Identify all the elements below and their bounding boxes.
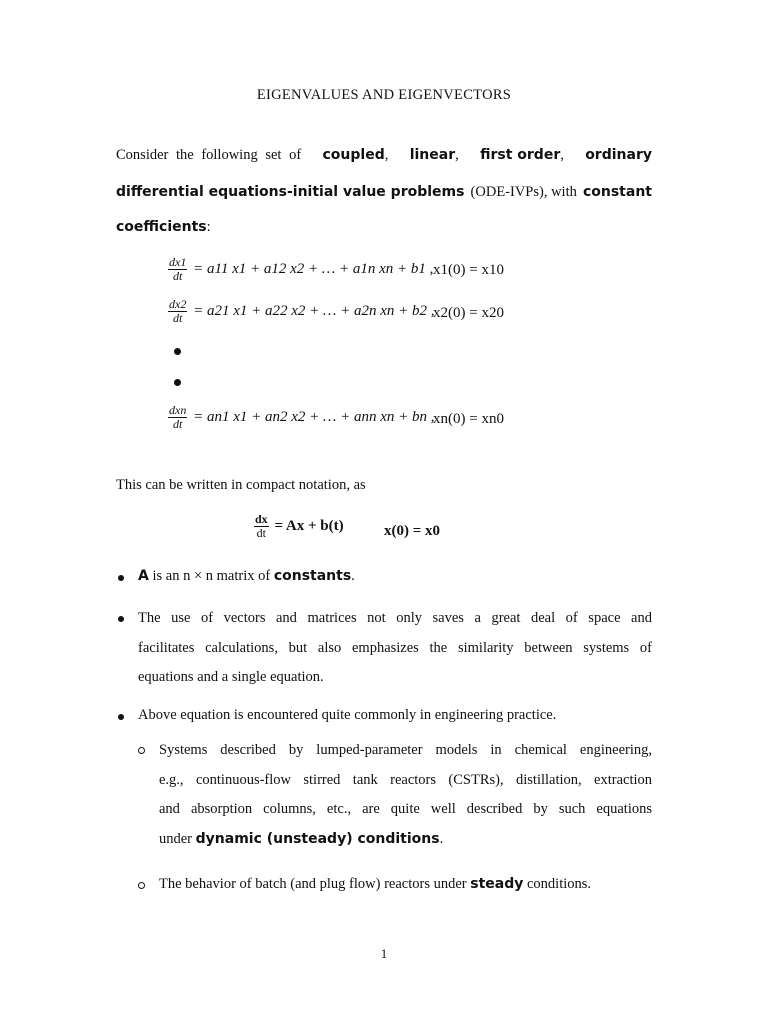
sub-bullet-1-line: e.g., continuous-flow stirred tank reactors (CSTRs), distillation, extraction — [159, 771, 652, 788]
matrix-a: A — [138, 568, 149, 584]
bullet — [118, 616, 124, 622]
sub-bullet-1-line — [159, 825, 652, 855]
term-constant: constant — [582, 184, 652, 200]
equation-n — [168, 404, 435, 431]
equation-rhs: = a21 x1 + a22 x2 + … + a2n xn + b2 , — [193, 302, 435, 319]
comma: , — [455, 147, 459, 163]
colon: : — [206, 219, 211, 235]
sub-bullet — [138, 882, 145, 889]
term-coupled: coupled — [322, 147, 385, 163]
compact-equation — [254, 513, 344, 540]
derivative-fraction: $\frac{\text{dxn}}{dt}$ — [169, 403, 187, 431]
bullet-2-line: equations and a single equation. — [138, 669, 324, 685]
sub-bullet-1-line: Systems described by lumped-parameter models in chemical engineering, — [159, 742, 652, 758]
sub-bullet — [138, 747, 145, 754]
term-constants: constants — [273, 568, 352, 584]
ellipsis-dot — [174, 379, 181, 386]
sub-bullet-1-text — [159, 736, 652, 854]
sub-bullet-2-text — [159, 876, 591, 893]
period: . — [351, 568, 355, 584]
equation-2 — [168, 298, 435, 325]
compact-intro: This can be written in compact notation, as — [116, 477, 366, 493]
text: is an n × n matrix of — [148, 568, 274, 584]
intro-line-1 — [116, 147, 652, 164]
compact-initial-condition: x(0) = x0 — [384, 523, 441, 539]
page-title: EIGENVALUES AND EIGENVECTORS — [256, 87, 512, 103]
bullet-2-line: facilitates calculations, but also emphasizes the similarity between systems of — [138, 639, 652, 656]
intro-text: Consider the following set of — [116, 147, 302, 163]
equation-1 — [168, 256, 433, 283]
initial-condition-n: xn(0) = xn0 — [433, 411, 504, 427]
initial-condition-2: x2(0) = x20 — [433, 305, 504, 321]
equation-rhs: = an1 x1 + an2 x2 + … + ann xn + bn , — [193, 408, 435, 425]
text: under — [159, 830, 196, 847]
ellipsis-dot — [174, 348, 181, 355]
compact-rhs: = Ax + b(t) — [274, 517, 344, 534]
term-dynamic-conditions: dynamic (unsteady) conditions — [195, 830, 440, 847]
text: conditions. — [523, 876, 592, 892]
term-ode-ivp: differential equations-initial value problems — [116, 184, 465, 200]
text: The behavior of batch (and plug flow) reactors under — [159, 876, 471, 892]
intro-line-3 — [116, 219, 211, 236]
comma: , — [384, 147, 389, 163]
term-ordinary: ordinary — [585, 147, 652, 163]
intro-text: (ODE-IVPs), with — [470, 184, 577, 200]
term-first-order: first order — [480, 147, 561, 163]
derivative-fraction: $\frac{dx2}{dt}$ — [169, 297, 187, 325]
initial-condition-1: x1(0) = x10 — [433, 262, 504, 278]
term-linear: linear — [409, 147, 456, 163]
bullet — [118, 714, 124, 720]
term-steady: steady — [470, 876, 524, 892]
derivative-fraction: $\frac{dx1}{dt}$ — [169, 255, 187, 283]
derivative-fraction: $\frac{dx}{dt}$ — [255, 512, 268, 540]
term-coefficients: coefficients — [116, 219, 207, 235]
bullet-2-line: The use of vectors and matrices not only saves a great deal of space and — [138, 610, 652, 626]
period: . — [439, 830, 444, 847]
intro-line-2 — [116, 184, 652, 201]
bullet — [118, 575, 124, 581]
sub-bullet-1-line: and absorption columns, etc., are quite well described by such equations — [159, 801, 652, 817]
page-number: 1 — [380, 946, 388, 961]
bullet-2-text — [138, 604, 652, 693]
comma: , — [560, 147, 564, 163]
equation-rhs: = a11 x1 + a12 x2 + … + a1n xn + b1 , — [193, 260, 434, 277]
bullet-3-text: Above equation is encountered quite commonly in engineering practice. — [138, 707, 557, 723]
bullet-1-text — [138, 568, 355, 585]
